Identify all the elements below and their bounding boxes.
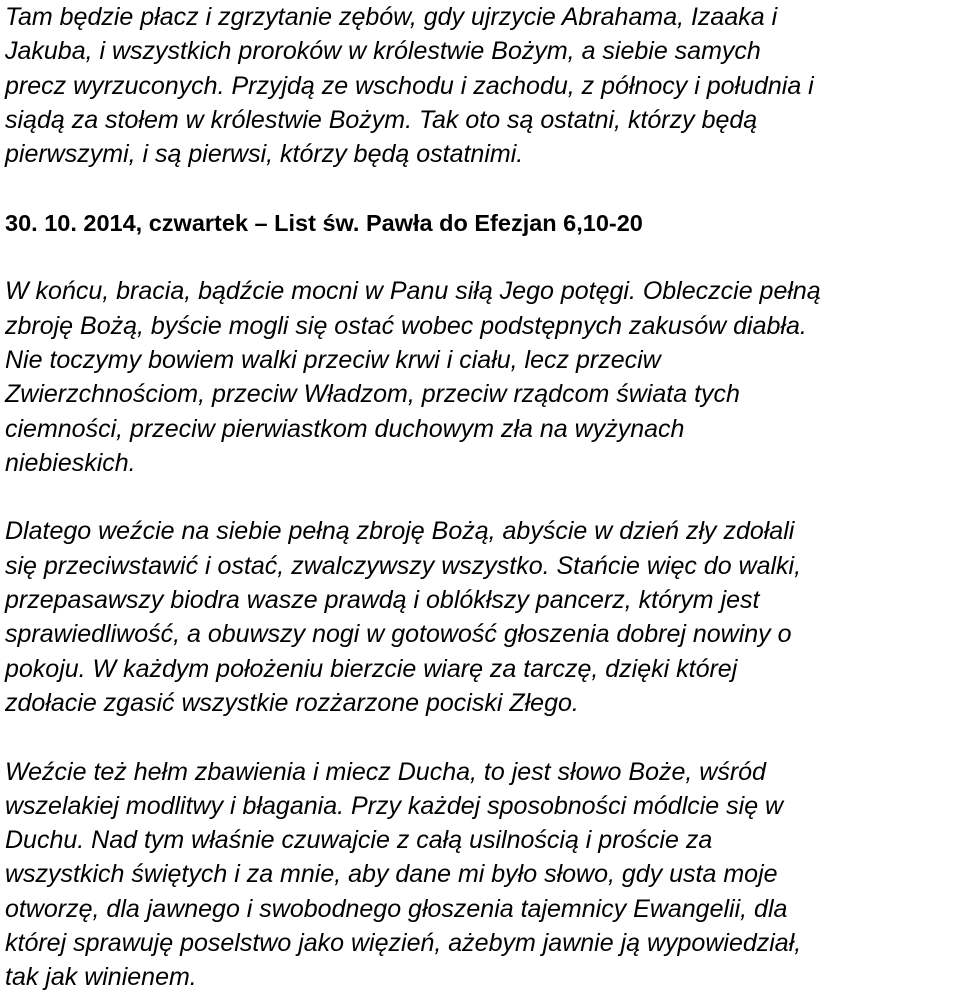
text-line: Duchu. Nad tym właśnie czuwajcie z całą usilnością i proście za (5, 826, 713, 855)
text-line: zdołacie zgasić wszystkie rozżarzone pociski Złego. (5, 688, 579, 717)
reading-paragraph-2 (5, 514, 960, 720)
text-line: ciemności, przeciw pierwiastkom duchowym zła na wyżynach (5, 414, 685, 443)
intro-paragraph (5, 0, 960, 171)
text-line: pierwszymi, i są pierwsi, którzy będą ostatnimi. (5, 140, 524, 169)
text-line: Jakuba, i wszystkich proroków w królestwie Bożym, a siebie samych (5, 37, 761, 66)
text-line: tak jak winienem. (5, 963, 197, 992)
reading-paragraph-1 (5, 274, 960, 480)
spacer (5, 171, 960, 205)
reading-heading: 30. 10. 2014, czwartek – List św. Pawła do Efezjan 6,10-20 (5, 209, 643, 236)
text-line: sprawiedliwość, a obuwszy nogi w gotowość głoszenia dobrej nowiny o (5, 620, 792, 649)
text-line: Dlatego weźcie na siebie pełną zbroję Bożą, abyście w dzień zły zdołali (5, 517, 795, 546)
text-line: pokoju. W każdym położeniu bierzcie wiarę za tarczę, dzięki której (5, 654, 738, 683)
spacer (5, 240, 960, 274)
text-line: Zwierzchnościom, przeciw Władzom, przeciw rządcom świata tych (5, 380, 740, 409)
text-line: której sprawuję poselstwo jako więzień, ażebym jawnie ją wypowiedział, (5, 929, 802, 958)
text-line: Weźcie też hełm zbawienia i miecz Ducha, to jest słowo Boże, wśród (5, 757, 766, 786)
text-line: Nie toczymy bowiem walki przeciw krwi i ciału, lecz przeciw (5, 345, 661, 374)
text-line: zbroję Bożą, byście mogli się ostać wobec podstępnych zakusów diabła. (5, 311, 807, 340)
text-line: otworzę, dla jawnego i swobodnego głoszenia tajemnicy Ewangelii, dla (5, 894, 788, 923)
text-line: Tam będzie płacz i zgrzytanie zębów, gdy ujrzycie Abrahama, Izaaka i (5, 3, 778, 31)
spacer (5, 480, 960, 514)
text-line: niebieskich. (5, 448, 136, 477)
spacer (5, 720, 960, 754)
reading-paragraph-3 (5, 755, 960, 995)
text-line: się przeciwstawić i ostać, zwalczywszy wszystko. Stańcie więc do walki, (5, 551, 802, 580)
text-line: precz wyrzuconych. Przyjdą ze wschodu i zachodu, z północy i południa i (5, 71, 814, 100)
document-page (5, 0, 960, 995)
text-line: wszystkich świętych i za mnie, aby dane mi było słowo, gdy usta moje (5, 860, 778, 889)
text-line: przepasawszy biodra wasze prawdą i oblókłszy pancerz, którym jest (5, 586, 760, 615)
text-line: siądą za stołem w królestwie Bożym. Tak oto są ostatni, którzy będą (5, 105, 758, 134)
text-line: W końcu, bracia, bądźcie mocni w Panu siłą Jego potęgi. Obleczcie pełną (5, 277, 821, 306)
text-line: wszelakiej modlitwy i błagania. Przy każdej sposobności módlcie się w (5, 791, 784, 820)
